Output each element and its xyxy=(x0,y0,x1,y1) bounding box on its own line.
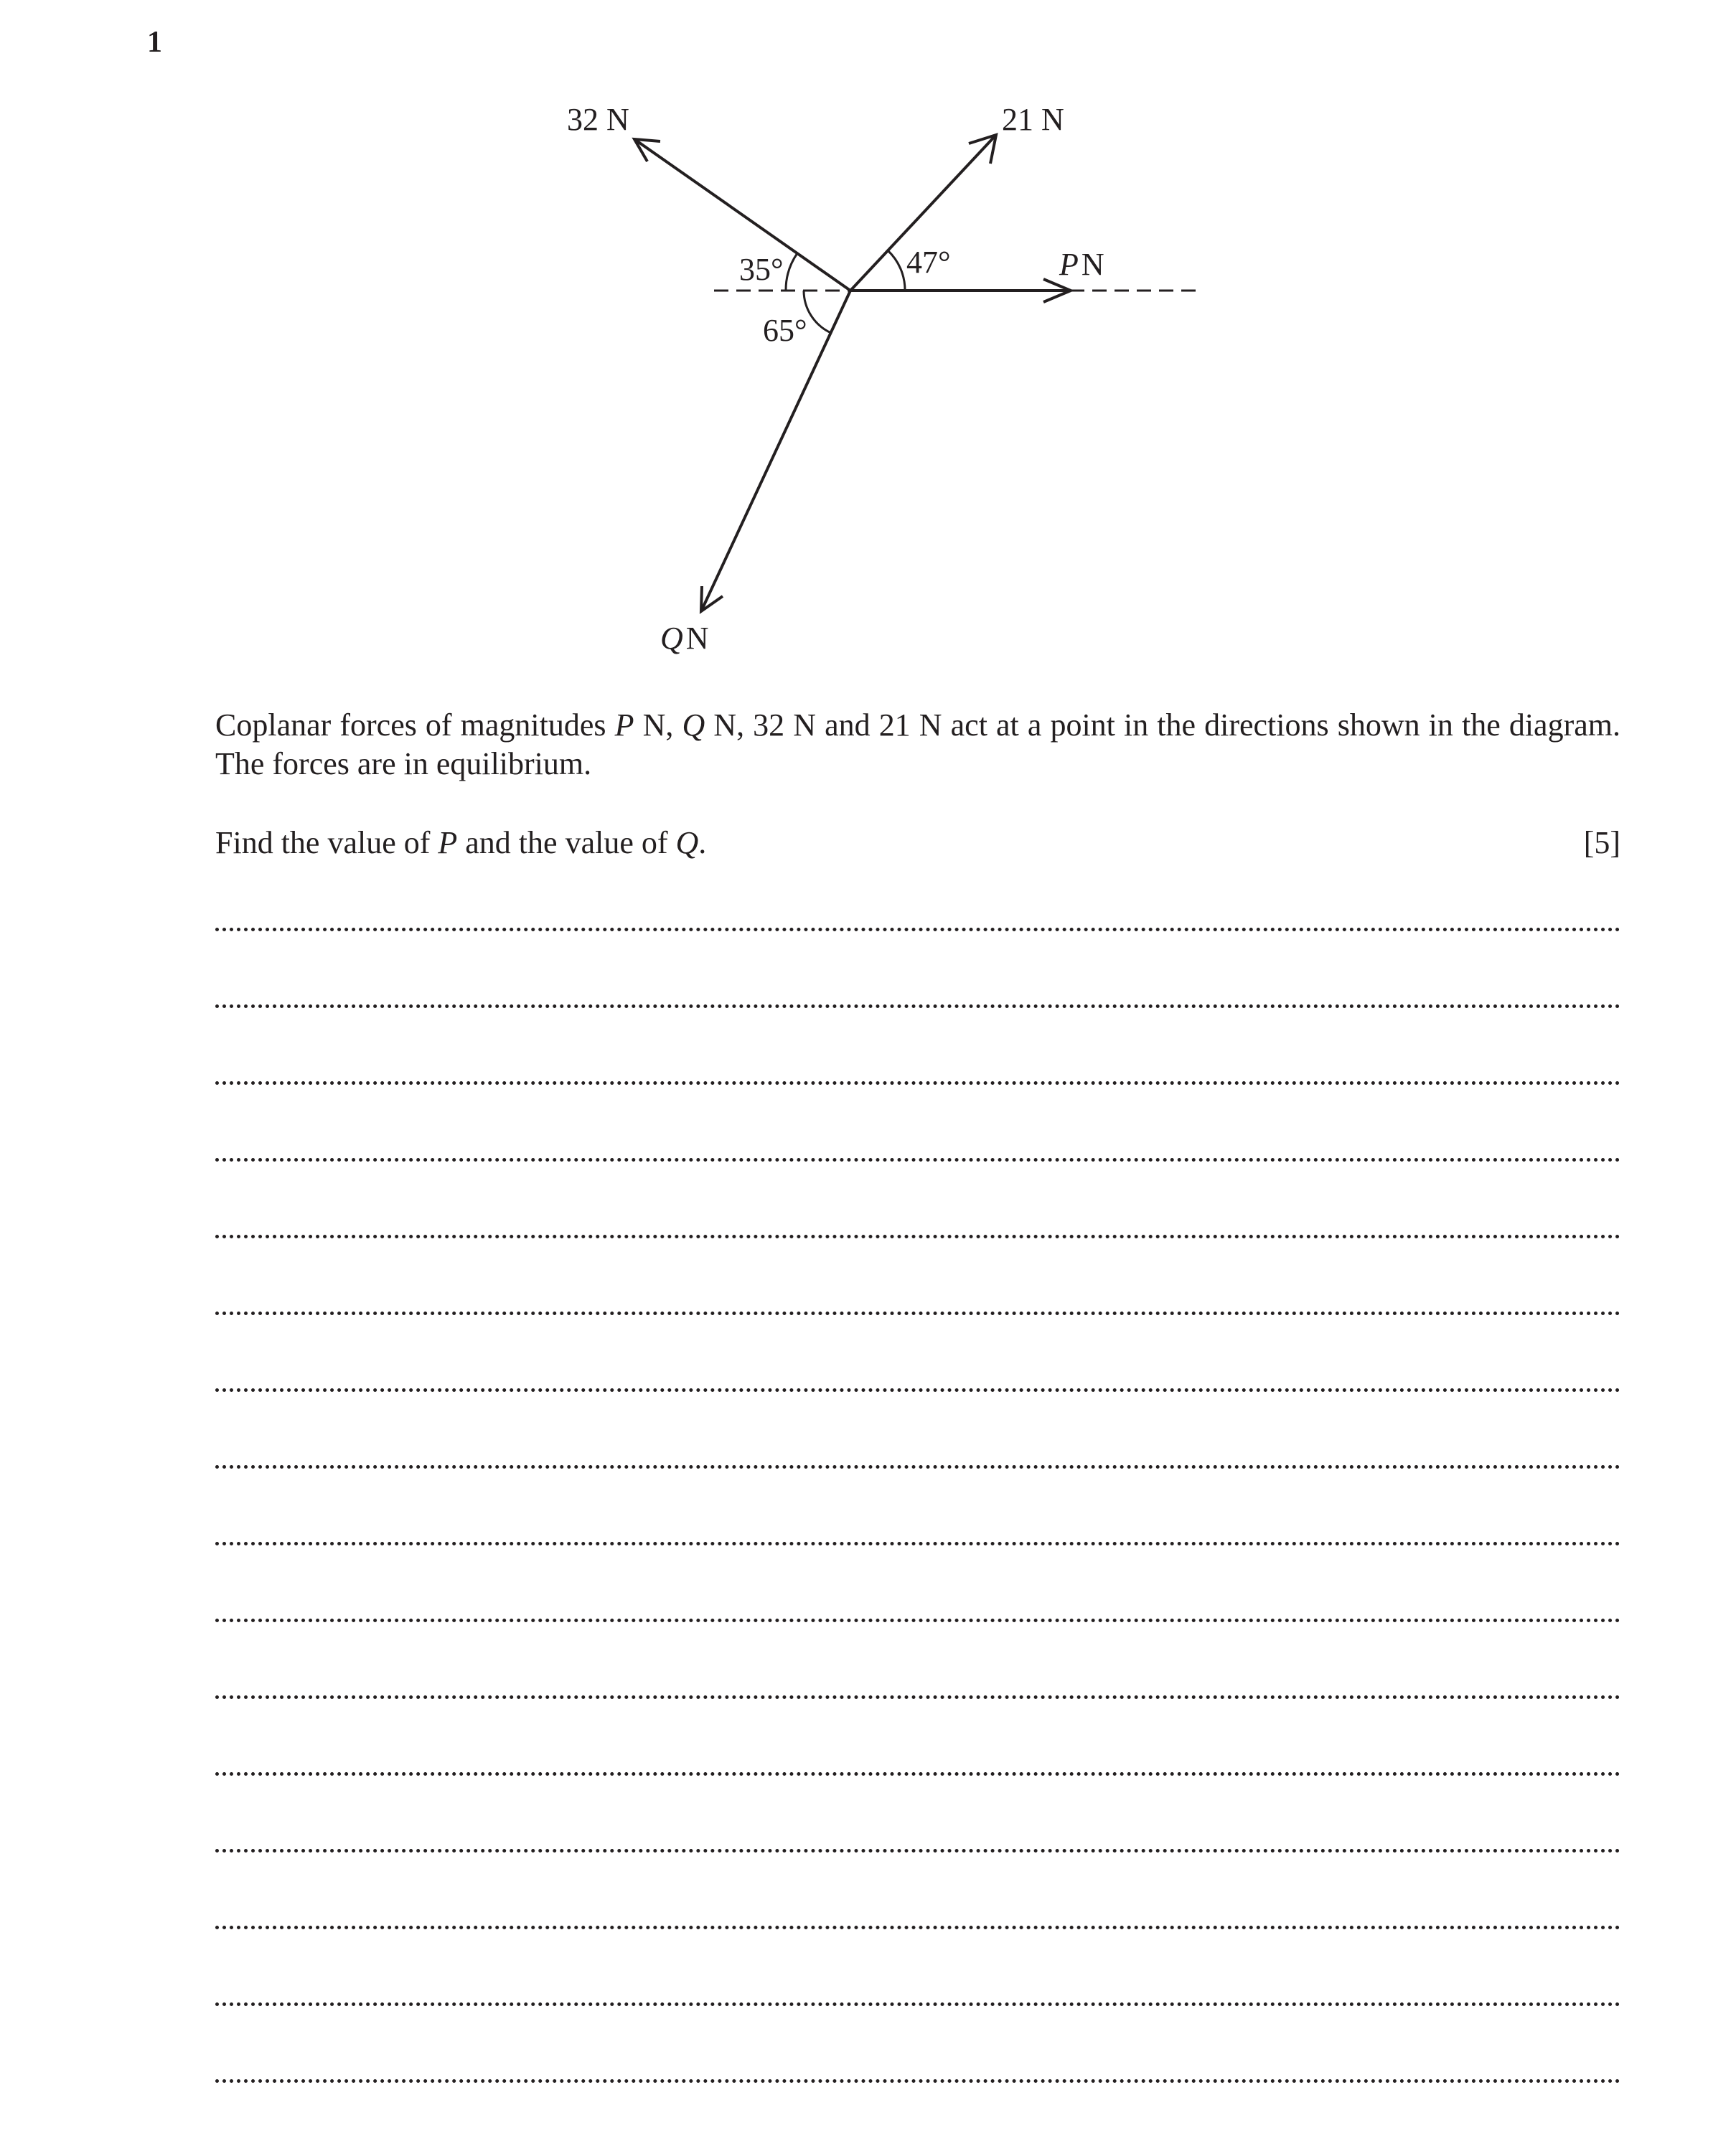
answer-line[interactable] xyxy=(215,1388,1620,1392)
answer-line[interactable] xyxy=(215,2002,1620,2006)
answer-line[interactable] xyxy=(215,1695,1620,1699)
answer-line[interactable] xyxy=(215,1235,1620,1238)
answer-line[interactable] xyxy=(215,1004,1620,1008)
answer-line[interactable] xyxy=(215,2079,1620,2083)
label-pn: PN xyxy=(1059,247,1104,282)
angle-arc-47 xyxy=(888,250,905,291)
angle-arc-35 xyxy=(786,253,797,291)
label-21n: 21 N xyxy=(1002,102,1064,137)
label-angle-35: 35° xyxy=(739,252,784,287)
instruction-text: Find the value of P and the value of Q. xyxy=(215,825,707,860)
answer-line[interactable] xyxy=(215,928,1620,931)
question-instruction xyxy=(215,824,1620,862)
label-angle-65: 65° xyxy=(763,313,807,348)
answer-line[interactable] xyxy=(215,1312,1620,1315)
force-diagram xyxy=(0,0,1736,689)
marks-label: [5] xyxy=(1583,825,1620,860)
answer-line[interactable] xyxy=(215,1849,1620,1853)
answer-line[interactable] xyxy=(215,1926,1620,1929)
answer-line[interactable] xyxy=(215,1619,1620,1622)
label-angle-47: 47° xyxy=(906,245,951,280)
label-32n: 32 N xyxy=(567,102,629,137)
answer-area[interactable] xyxy=(215,928,1620,2156)
angle-arc-65 xyxy=(804,291,831,333)
answer-line[interactable] xyxy=(215,1465,1620,1469)
question-statement: Coplanar forces of magnitudes P N, Q N, 32 N and 21 N act at a point in the directions shown in the diagram. The forces are in equilibrium. xyxy=(215,707,1620,781)
answer-line[interactable] xyxy=(215,1158,1620,1162)
answer-line[interactable] xyxy=(215,1772,1620,1776)
answer-line[interactable] xyxy=(215,1542,1620,1545)
question-number: 1 xyxy=(147,26,162,59)
label-qn: QN xyxy=(660,621,709,656)
answer-line[interactable] xyxy=(215,1081,1620,1085)
